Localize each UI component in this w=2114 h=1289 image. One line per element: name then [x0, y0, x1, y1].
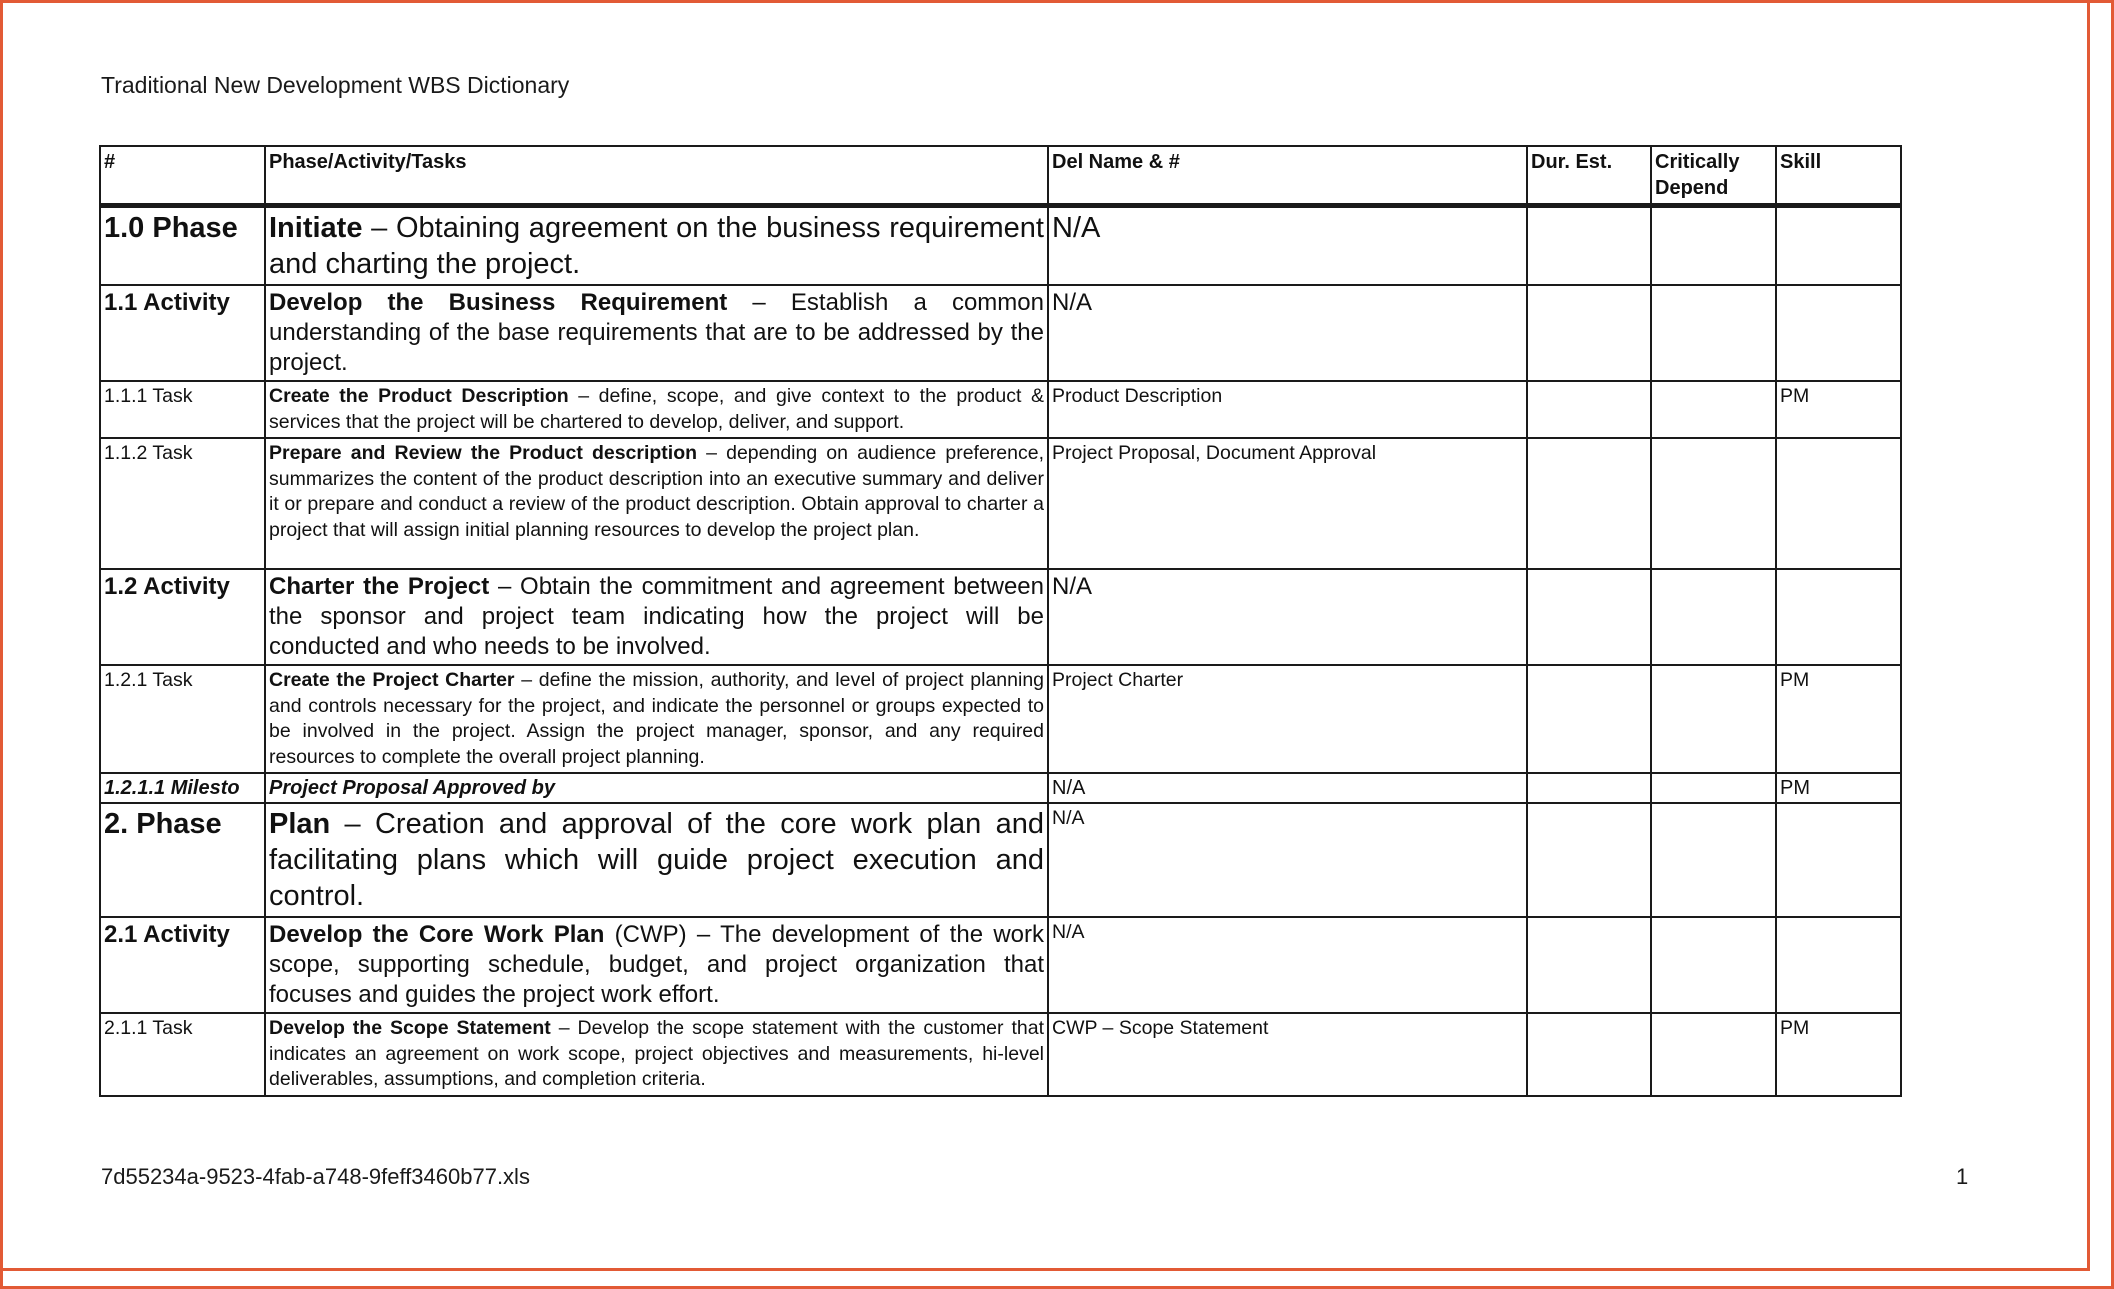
row-skill: PM [1776, 1013, 1901, 1096]
row-deliverable: Product Description [1048, 381, 1527, 438]
row-title: Create the Product Description [269, 385, 569, 407]
table-row [100, 285, 1901, 381]
row-detail: (CWP) – The development of the work scope, supporting schedule, budget, and project organization that focuses and guides the project work effort. [269, 921, 1044, 1008]
row-skill [1776, 803, 1901, 917]
row-detail: – Creation and approval of the core work plan and facilitating plans which will guide project execution and control. [269, 808, 1044, 912]
row-title: Plan [269, 808, 331, 840]
row-duration [1527, 569, 1651, 665]
row-skill [1776, 569, 1901, 665]
row-num: 1.1.2 Task [100, 438, 265, 569]
row-duration [1527, 665, 1651, 773]
row-title: Develop the Business Requirement [269, 289, 728, 316]
table-header-row [100, 146, 1901, 206]
row-skill: PM [1776, 665, 1901, 773]
row-skill [1776, 917, 1901, 1013]
row-skill [1776, 206, 1901, 286]
row-duration [1527, 206, 1651, 286]
row-description [265, 773, 1048, 803]
row-deliverable: CWP – Scope Statement [1048, 1013, 1527, 1096]
row-critical-dependency [1651, 773, 1776, 803]
table-row [100, 773, 1901, 803]
row-duration [1527, 1013, 1651, 1096]
row-critical-dependency [1651, 285, 1776, 381]
wbs-dictionary-table [99, 145, 1902, 1097]
row-detail: – Obtaining agreement on the business requirement and charting the project. [269, 212, 1044, 280]
document-title: Traditional New Development WBS Dictionary [101, 72, 570, 98]
row-deliverable: N/A [1048, 285, 1527, 381]
row-deliverable: N/A [1048, 803, 1527, 917]
row-description [265, 206, 1048, 286]
header-dur-est: Dur. Est. [1527, 146, 1651, 206]
row-deliverable: Project Proposal, Document Approval [1048, 438, 1527, 569]
row-skill [1776, 285, 1901, 381]
row-num: 1.2.1 Task [100, 665, 265, 773]
row-skill: PM [1776, 773, 1901, 803]
table-row [100, 569, 1901, 665]
row-detail: – define, scope, and give context to the product & services that the project will be chartered to develop, deliver, and support. [269, 385, 1044, 433]
row-critical-dependency [1651, 1013, 1776, 1096]
row-detail: – depending on audience preference, summarizes the content of the product description into an executive summary and deliver it or prepare and conduct a review of the product description. Obtain approval to charter a project that will assign initial planning resources to develop the project plan. [269, 442, 1044, 541]
row-num: 2.1.1 Task [100, 1013, 265, 1096]
row-critical-dependency [1651, 569, 1776, 665]
header-phase-activity-tasks: Phase/Activity/Tasks [265, 146, 1048, 206]
row-description [265, 438, 1048, 569]
row-critical-dependency [1651, 381, 1776, 438]
row-detail: – Develop the scope statement with the customer that indicates an agreement on work scope, project objectives and measurements, hi-level deliverables, assumptions, and completion criteria. [269, 1017, 1045, 1090]
row-duration [1527, 917, 1651, 1013]
row-deliverable: N/A [1048, 773, 1527, 803]
header-skill: Skill [1776, 146, 1901, 206]
row-num: 1.1.1 Task [100, 381, 265, 438]
row-description [265, 803, 1048, 917]
row-num: 2. Phase [100, 803, 265, 917]
row-duration [1527, 381, 1651, 438]
row-duration [1527, 803, 1651, 917]
row-duration [1527, 438, 1651, 569]
row-deliverable: N/A [1048, 569, 1527, 665]
row-critical-dependency [1651, 438, 1776, 569]
row-description [265, 569, 1048, 665]
row-description [265, 665, 1048, 773]
row-critical-dependency [1651, 917, 1776, 1013]
row-num: 1.2 Activity [100, 569, 265, 665]
row-description [265, 917, 1048, 1013]
row-deliverable: Project Charter [1048, 665, 1527, 773]
footer-page-number: 1 [1956, 1164, 1969, 1189]
row-detail: – Establish a common understanding of the base requirements that are to be addressed by the project. [269, 289, 1044, 376]
row-skill [1776, 438, 1901, 569]
table-row [100, 803, 1901, 917]
header-del-name: Del Name & # [1048, 146, 1527, 206]
row-title: Initiate [269, 212, 363, 244]
row-title: Create the Project Charter [269, 669, 515, 691]
row-critical-dependency [1651, 803, 1776, 917]
row-title: Develop the Core Work Plan [269, 921, 605, 948]
row-title: Charter the Project [269, 573, 490, 600]
row-title: Project Proposal Approved by [269, 777, 555, 799]
row-title: Develop the Scope Statement [269, 1017, 551, 1039]
row-description [265, 1013, 1048, 1096]
row-duration [1527, 773, 1651, 803]
row-detail: – define the mission, authority, and level of project planning and controls necessary for the project, and indicate the personnel or groups expected to be involved in the project. Assign the project manager, sponsor, and any required resources to complete the overall project planning. [269, 669, 1045, 768]
row-num: 2.1 Activity [100, 917, 265, 1013]
header-critically-depend: Critically Depend [1651, 146, 1776, 206]
row-deliverable: N/A [1048, 206, 1527, 286]
row-num: 1.2.1.1 Milesto [100, 773, 265, 803]
row-num: 1.1 Activity [100, 285, 265, 381]
row-title: Prepare and Review the Product description [269, 442, 698, 464]
row-deliverable: N/A [1048, 917, 1527, 1013]
table-row [100, 381, 1901, 438]
row-duration [1527, 285, 1651, 381]
row-num: 1.0 Phase [100, 206, 265, 286]
table-row [100, 206, 1901, 286]
row-description [265, 285, 1048, 381]
footer-filename: 7d55234a-9523-4fab-a748-9feff3460b77.xls [101, 1164, 530, 1189]
row-skill: PM [1776, 381, 1901, 438]
header-num: # [100, 146, 265, 206]
row-detail: – Obtain the commitment and agreement between the sponsor and project team indicating how the project will be conducted and who needs to be involved. [269, 573, 1044, 660]
table-row [100, 917, 1901, 1013]
table-row [100, 665, 1901, 773]
table-row [100, 1013, 1901, 1096]
table-row [100, 438, 1901, 569]
row-critical-dependency [1651, 665, 1776, 773]
row-description [265, 381, 1048, 438]
row-critical-dependency [1651, 206, 1776, 286]
